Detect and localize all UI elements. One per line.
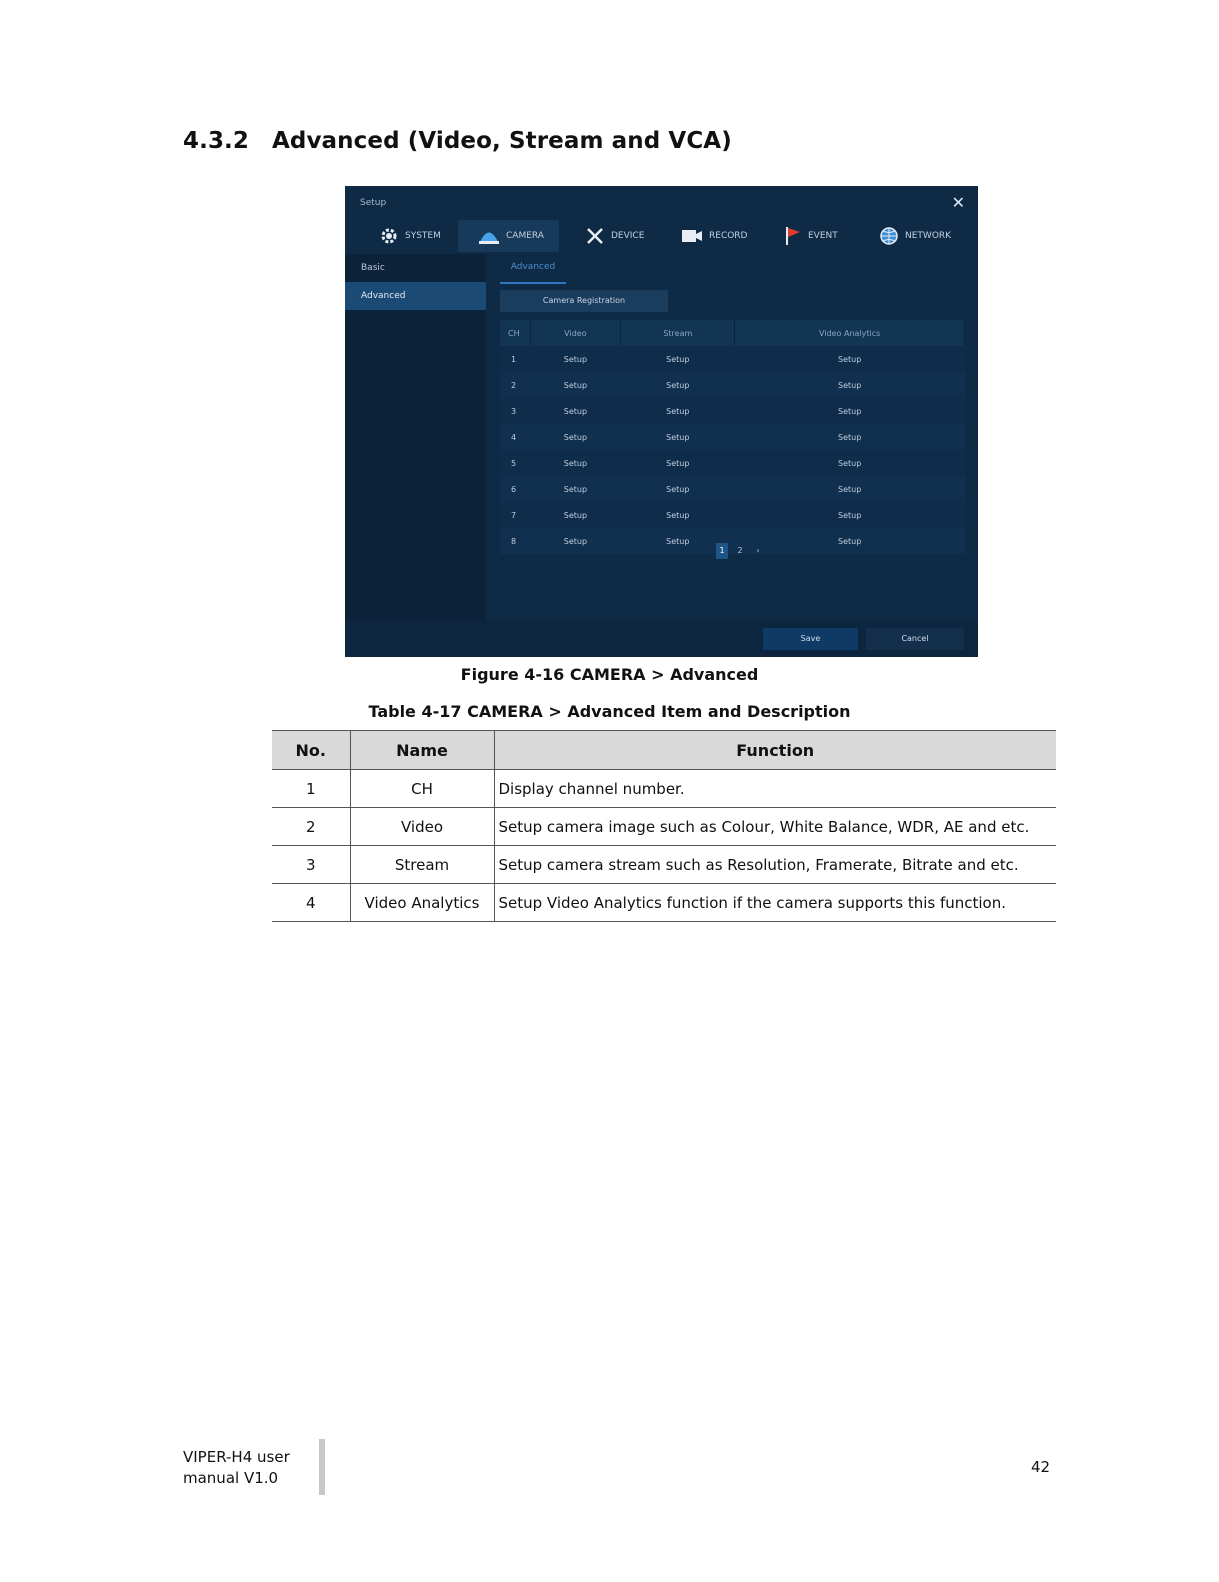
channel-number: 1 [500, 346, 530, 372]
table-row [272, 884, 1056, 922]
table-row [500, 476, 965, 502]
tab-record-label: RECORD [709, 231, 748, 241]
item-name: Video [350, 808, 494, 846]
item-function: Setup Video Analytics function if the camera supports this function. [494, 884, 1056, 922]
tab-network-label: NETWORK [905, 231, 952, 241]
video-setup-link[interactable]: Setup [530, 528, 621, 554]
video-setup-link[interactable]: Setup [530, 450, 621, 476]
video-analytics-setup-link[interactable]: Setup [735, 502, 965, 528]
document-footer [183, 1447, 290, 1489]
video-analytics-setup-link[interactable]: Setup [735, 424, 965, 450]
stream-setup-link[interactable]: Setup [621, 372, 735, 398]
window-title: Setup [360, 198, 387, 208]
camera-dome-icon [478, 227, 500, 245]
video-analytics-setup-link[interactable]: Setup [735, 372, 965, 398]
table-row [500, 450, 965, 476]
header-name: Name [350, 731, 494, 770]
row-number: 4 [272, 884, 350, 922]
header-function: Function [494, 731, 1056, 770]
chevron-right-icon[interactable]: › [756, 546, 760, 555]
column-header-video: Video [530, 320, 621, 346]
subtab-advanced[interactable]: Advanced [500, 262, 566, 284]
header-no: No. [272, 731, 350, 770]
table-row [500, 502, 965, 528]
tab-device[interactable] [565, 220, 665, 252]
row-number: 1 [272, 770, 350, 808]
video-setup-link[interactable]: Setup [530, 346, 621, 372]
column-header-video-analytics: Video Analytics [735, 320, 965, 346]
video-analytics-setup-link[interactable]: Setup [735, 346, 965, 372]
item-name: Video Analytics [350, 884, 494, 922]
tab-device-label: DEVICE [611, 231, 645, 241]
page-1-button[interactable]: 1 [716, 543, 728, 559]
channel-number: 7 [500, 502, 530, 528]
item-function: Setup camera image such as Colour, White Balance, WDR, AE and etc. [494, 808, 1056, 846]
tab-camera-label: CAMERA [506, 231, 544, 241]
tab-camera[interactable] [458, 220, 559, 252]
table-caption: Table 4-17 CAMERA > Advanced Item and Description [368, 702, 851, 721]
footer-doc-version: manual V1.0 [183, 1469, 279, 1487]
flag-icon [784, 226, 802, 246]
tab-event[interactable] [764, 220, 860, 252]
section-title: Advanced (Video, Stream and VCA) [272, 128, 732, 154]
stream-setup-link[interactable]: Setup [621, 450, 735, 476]
table-row [500, 346, 965, 372]
column-header-stream: Stream [621, 320, 735, 346]
setup-sidebar [345, 254, 486, 620]
page-number: 42 [1031, 1458, 1051, 1476]
table-row [272, 846, 1056, 884]
channel-setup-table [500, 320, 965, 554]
stream-setup-link[interactable]: Setup [621, 502, 735, 528]
channel-number: 5 [500, 450, 530, 476]
setup-window-screenshot [345, 186, 978, 657]
item-name: CH [350, 770, 494, 808]
video-setup-link[interactable]: Setup [530, 424, 621, 450]
stream-setup-link[interactable]: Setup [621, 476, 735, 502]
sidebar-item-advanced[interactable]: Advanced [345, 282, 486, 310]
stream-setup-link[interactable]: Setup [621, 346, 735, 372]
camera-registration-button[interactable]: Camera Registration [500, 290, 668, 312]
video-setup-link[interactable]: Setup [530, 372, 621, 398]
video-setup-link[interactable]: Setup [530, 502, 621, 528]
table-row [500, 398, 965, 424]
video-analytics-setup-link[interactable]: Setup [735, 398, 965, 424]
table-row [272, 808, 1056, 846]
column-header-ch: CH [500, 320, 530, 346]
table-row [272, 770, 1056, 808]
footer-divider [319, 1439, 325, 1495]
tab-network[interactable] [859, 220, 965, 252]
footer-doc-title: VIPER-H4 user [183, 1448, 290, 1466]
stream-setup-link[interactable]: Setup [621, 424, 735, 450]
stream-setup-link[interactable]: Setup [621, 398, 735, 424]
tools-icon [585, 226, 605, 246]
video-setup-link[interactable]: Setup [530, 398, 621, 424]
item-function: Display channel number. [494, 770, 1056, 808]
save-button[interactable]: Save [763, 628, 858, 650]
gear-icon [379, 226, 399, 246]
item-name: Stream [350, 846, 494, 884]
channel-number: 8 [500, 528, 530, 554]
channel-number: 2 [500, 372, 530, 398]
video-camera-icon [681, 228, 703, 244]
row-number: 2 [272, 808, 350, 846]
figure-caption: Figure 4-16 CAMERA > Advanced [460, 665, 759, 684]
sidebar-item-basic[interactable]: Basic [361, 263, 385, 273]
video-analytics-setup-link[interactable]: Setup [735, 476, 965, 502]
tab-system-label: SYSTEM [405, 231, 441, 241]
description-table [272, 730, 1056, 922]
window-titlebar [345, 186, 978, 220]
stream-setup-link[interactable]: Setup [621, 528, 735, 554]
main-tabs [359, 220, 965, 252]
item-function: Setup camera stream such as Resolution, Framerate, Bitrate and etc. [494, 846, 1056, 884]
table-row [500, 372, 965, 398]
section-heading [183, 128, 732, 154]
cancel-button[interactable]: Cancel [866, 628, 964, 650]
video-analytics-setup-link[interactable]: Setup [735, 528, 965, 554]
channel-number: 3 [500, 398, 530, 424]
channel-number: 4 [500, 424, 530, 450]
tab-event-label: EVENT [808, 231, 838, 241]
table-row [500, 424, 965, 450]
channel-number: 6 [500, 476, 530, 502]
tab-record[interactable] [661, 220, 761, 252]
section-number: 4.3.2 [183, 128, 249, 154]
globe-icon [879, 226, 899, 246]
close-icon[interactable]: ✕ [951, 193, 965, 212]
pagination [716, 543, 764, 559]
video-analytics-setup-link[interactable]: Setup [735, 450, 965, 476]
tab-system[interactable] [359, 220, 458, 252]
row-number: 3 [272, 846, 350, 884]
page-2-button[interactable]: 2 [737, 546, 743, 555]
video-setup-link[interactable]: Setup [530, 476, 621, 502]
